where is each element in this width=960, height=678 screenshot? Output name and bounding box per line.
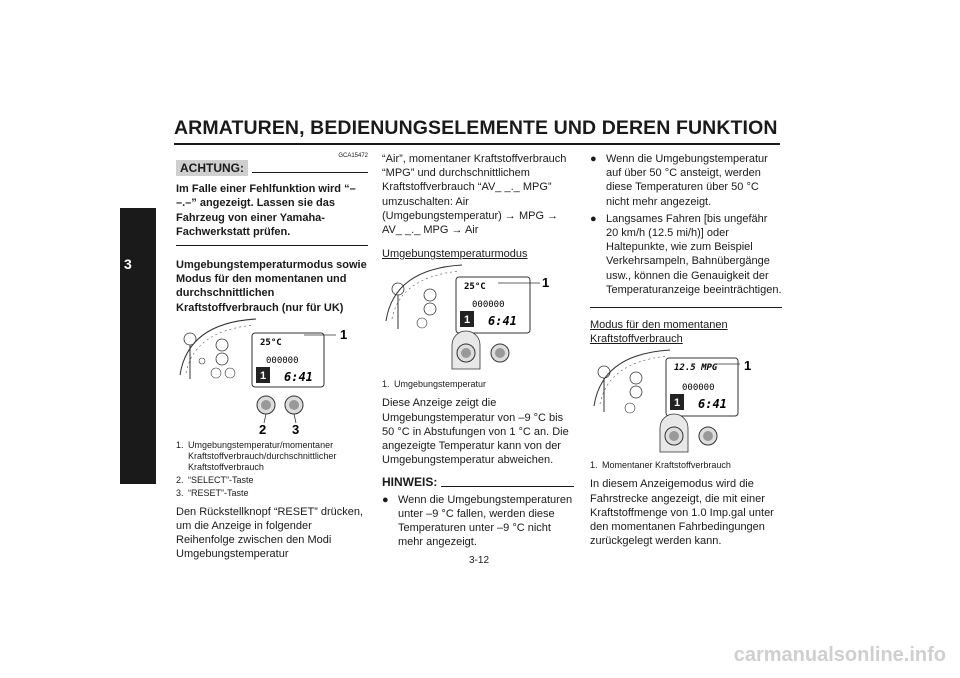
figure-2-caption: [382, 379, 574, 390]
caption-item: 1. Momentaner Kraftstoffverbrauch: [590, 460, 731, 471]
body-text: Diese Anzeige zeigt die Umgebungstemperatur von –9 °C bis 50 °C in Abstufungen von 1 °C an. Die angezeigte Temperatur kann von der Umgebungstemperatur abweichen.: [382, 397, 569, 467]
section-heading: Umgebungstemperaturmodus sowie Modus für den momentanen und durchschnittlichen Kraftstoffverbrauch (nur für UK): [176, 259, 367, 314]
note-heading: [382, 475, 574, 489]
notice-heading: [176, 160, 368, 176]
column-2: [382, 152, 574, 552]
figure-3-caption: [590, 460, 782, 471]
bullet-item: ● Wenn die Umgebungstemperatur auf über 50 °C ansteigt, werden diese Temperaturen über 50 °C nicht mehr angezeigt.: [590, 153, 768, 208]
bullet-marker: ●: [382, 493, 389, 506]
clock-readout: 6:41: [698, 397, 727, 412]
callout-1: 1: [340, 326, 348, 342]
chapter-number: 3: [124, 256, 132, 272]
bullet-marker: ●: [590, 212, 597, 225]
callout-3: 3: [292, 421, 300, 437]
bullet-item: ● Wenn die Umgebungstemperaturen unter –9 °C fallen, werden diese Temperaturen unter –9 °C nicht mehr angezeigt.: [382, 493, 573, 549]
odometer-readout: 000000: [682, 383, 715, 394]
caption-item: 3. “RESET”-Taste: [176, 487, 249, 498]
callout-1: 1: [542, 275, 550, 291]
temp-readout: 25°C: [260, 337, 282, 348]
note-rule: [441, 486, 574, 487]
callout-1: 1: [744, 358, 752, 374]
gear-indicator: 1: [464, 314, 471, 327]
chapter-tab: [120, 208, 156, 484]
figure-1-captions: [176, 440, 368, 499]
clock-readout: 6:41: [284, 369, 313, 384]
notice-text: Im Falle einer Fehlfunktion wird “– –.–” angezeigt. Lassen sie das Fahrzeug von einer Yamaha-Fachwerkstatt prüfen.: [176, 183, 356, 238]
odometer-readout: 000000: [472, 300, 505, 311]
gear-indicator: 1: [260, 369, 267, 382]
body-text: In diesem Anzeigemodus wird die Fahrstrecke angezeigt, die mit einer Kraftstoffmenge von 1.0 Imp.gal unter den momentanen Fahrbedingungen zurückgelegt werden kann.: [590, 478, 774, 548]
page-number: 3-12: [469, 555, 490, 566]
warning-code: GCA15472: [338, 153, 368, 159]
body-text: Den Rückstellknopf “RESET” drücken, um die Anzeige in folgender Reihenfolge zwischen den Modi Umgebungstemperatur: [176, 505, 364, 561]
bullet-item: ● Langsames Fahren [bis ungefähr 20 km/h (12.5 mi/h)] oder Haltepunkte, wie zum Beispiel Verkehrsampeln, Bahnübergänge usw., können die Genauigkeit der Temperaturanzeige beeinträchtigen.: [590, 212, 782, 296]
caption-item: 2. “SELECT”-Taste: [176, 474, 254, 485]
notice-bottom-rule: [176, 245, 368, 246]
column-1: [176, 152, 368, 562]
notice-label: ACHTUNG:: [176, 160, 248, 176]
page-title: ARMATUREN, BEDIENUNGSELEMENTE UND DEREN FUNKTION: [174, 117, 778, 139]
clock-readout: 6:41: [488, 314, 517, 329]
fuel-readout: 12.5 MPG: [674, 363, 718, 374]
body-text: “Air”, momentaner Kraftstoffverbrauch “MPG” und durchschnittlichem Kraftstoffverbrauch “AV_ _._ MPG” umzuschalten: Air (Umgebungstemperatur) → MPG → AV_ _._ MPG → Air: [382, 153, 567, 237]
temp-readout: 25°C: [464, 282, 486, 293]
column-3: [590, 152, 782, 548]
watermark: carmanualsonline.info: [733, 644, 946, 666]
gear-indicator: 1: [674, 397, 681, 410]
page-header: [174, 117, 780, 145]
odometer-readout: 000000: [266, 355, 299, 366]
caption-item: 1. Umgebungstemperatur: [382, 379, 487, 390]
subheading: Modus für den momentanen Kraftstoffverbrauch: [590, 319, 728, 346]
callout-2: 2: [259, 421, 267, 437]
note-label: HINWEIS:: [382, 475, 438, 490]
bullet-marker: ●: [590, 153, 597, 165]
meter-illustration-3: [590, 346, 782, 458]
caption-item: 1. Umgebungstemperatur/momentaner Kraftstoffverbrauch/durchschnittlicher Kraftstoffverbrauch: [176, 439, 337, 472]
header-rule: [174, 143, 780, 145]
meter-illustration-2: [382, 261, 574, 377]
notice-rule: [252, 172, 368, 173]
note-bottom-rule: [590, 307, 782, 308]
subheading: Umgebungstemperaturmodus: [382, 248, 528, 261]
meter-illustration-1: [176, 315, 368, 437]
